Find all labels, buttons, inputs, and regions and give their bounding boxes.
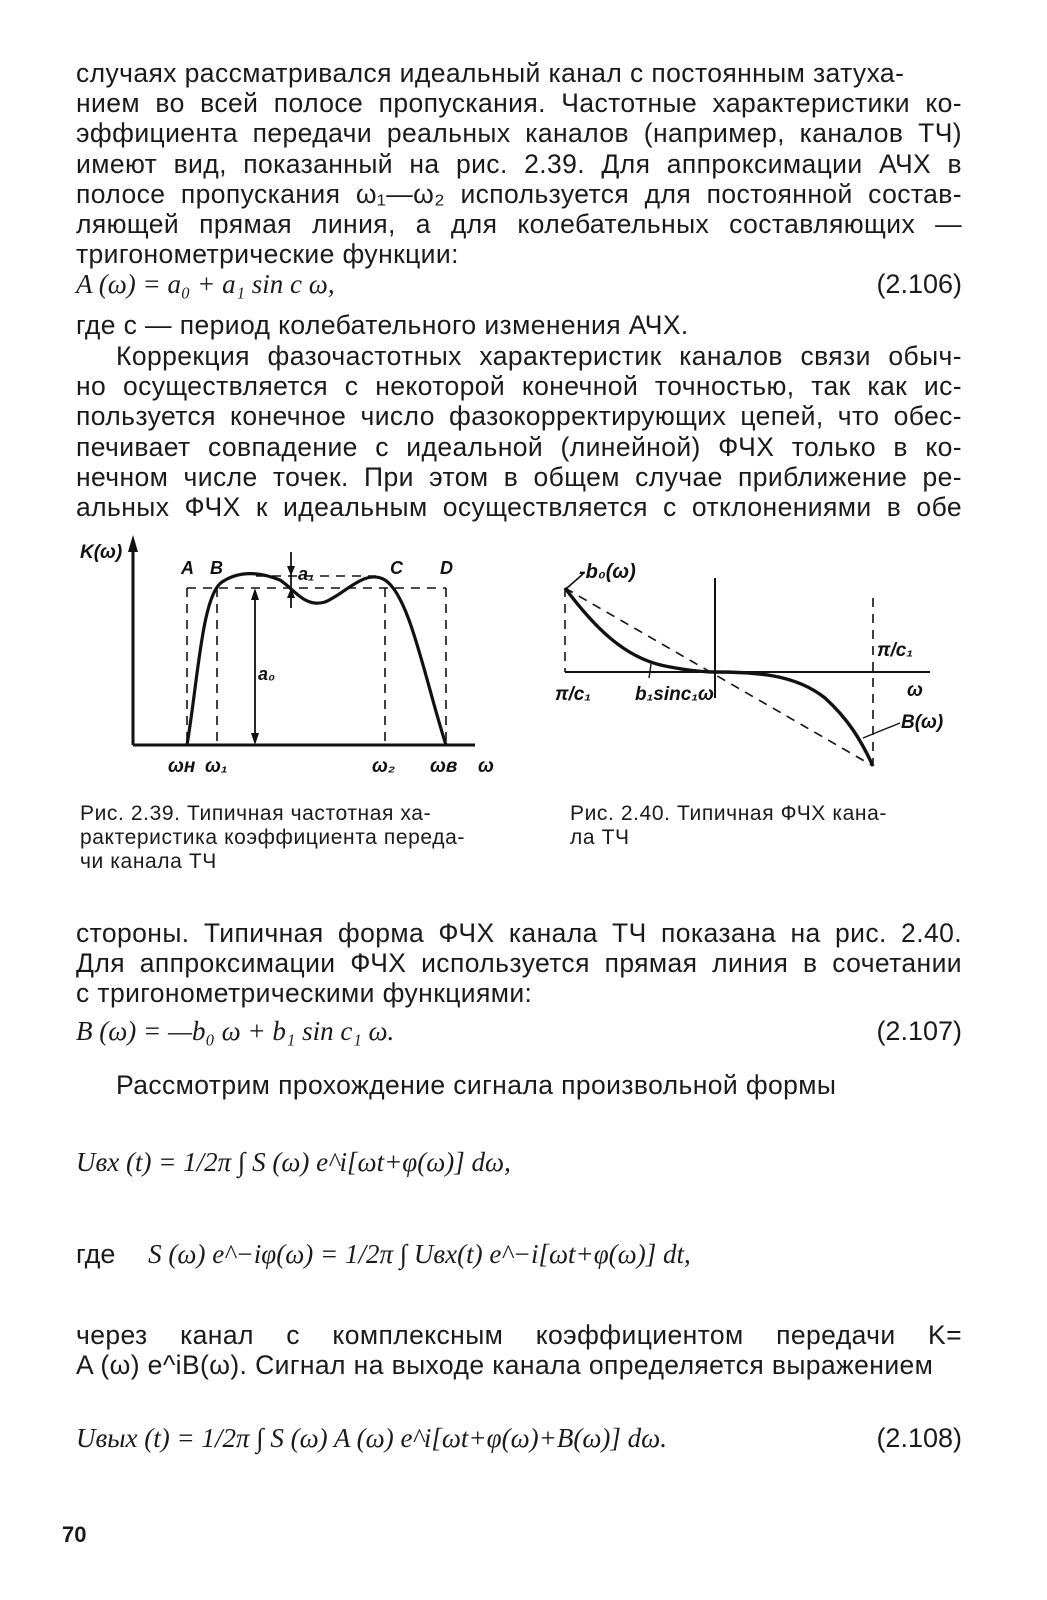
- left-pi-label: π/c₁: [555, 684, 592, 705]
- equation-2-108: [76, 1422, 962, 1454]
- x-label-omega-1: ω₁: [205, 756, 228, 777]
- equation-number: (2.106): [876, 269, 962, 299]
- paragraph-1: [76, 58, 962, 269]
- equation-uvx: [76, 1146, 962, 1178]
- text-line: случаях рассматривался идеальный канал с постоянным затуха-: [76, 58, 905, 88]
- text-line: но осуществляется с некоторой конечной точностью, так как ис-: [76, 371, 962, 402]
- text-line: через канал с комплексным коэффициентом передачи K=: [76, 1320, 962, 1350]
- equation-body: S (ω) e^−iφ(ω) = 1/2π ∫ Uвх(t) e^−i[ωt+φ(ω)] dt,: [148, 1239, 691, 1269]
- text-line: полосе пропускания ω₁—ω₂ используется для постоянной состав-: [76, 178, 962, 209]
- b0-label: -b₀(ω): [579, 561, 636, 583]
- text-line: ляющей прямая линия, а для колебательных составляющих —: [76, 209, 962, 240]
- text-line: нием во всей полосе пропускания. Частотные характеристики ко-: [76, 88, 962, 119]
- caption-line: ла ТЧ: [570, 826, 630, 849]
- text-line: Рассмотрим прохождение сигнала произвольной формы: [116, 1070, 837, 1100]
- b-leader: [863, 723, 900, 738]
- caption-line: рактеристика коэффициента переда-: [80, 826, 465, 849]
- text-line: нечном числе точек. При этом в общем случае приближение ре-: [76, 461, 962, 492]
- text-line: пользуется конечное число фазокорректирующих цепей, что обес-: [76, 401, 962, 432]
- guide-lines: [187, 576, 446, 745]
- text-line: Для аппроксимации ФЧХ используется прямая линия в сочетании: [76, 948, 962, 979]
- x-axis-label: ω: [478, 756, 494, 777]
- paragraph-2: [76, 310, 962, 340]
- point-label-d: D: [440, 558, 453, 578]
- a1-label: a₁: [298, 564, 315, 584]
- caption-2-40: [570, 802, 950, 850]
- text-line: A (ω) e^iB(ω). Сигнал на выходе канала определяется выражением: [76, 1350, 934, 1381]
- paragraph-3: [76, 341, 962, 522]
- omega-label: ω: [907, 680, 923, 701]
- equation-s: [76, 1238, 962, 1270]
- right-pi-label: π/c₁: [877, 640, 914, 661]
- text-line: печивает совпадение с идеальной (линейной) ФЧХ только в ко-: [76, 431, 962, 462]
- b-label: B(ω): [901, 712, 944, 733]
- sin-label: b₁sinc₁ω: [635, 684, 714, 705]
- y-axis-label: K(ω): [80, 542, 123, 563]
- equation-number: (2.107): [876, 1016, 962, 1046]
- text-line: стороны. Типичная форма ФЧХ канала ТЧ показана на рис. 2.40.: [76, 918, 962, 948]
- paragraph-4: [76, 918, 962, 1009]
- text-line: имеют вид, показанный на рис. 2.39. Для аппроксимации АЧХ в: [76, 148, 962, 179]
- a0-label: a₀: [258, 664, 276, 684]
- text-line: эффициента передачи реальных каналов (например, каналов ТЧ): [76, 118, 962, 149]
- guide-lines: [565, 588, 873, 766]
- figure-2-40: [555, 548, 955, 788]
- k-curve: [187, 574, 446, 746]
- equation-body: A (ω) = a₀ + a₁ sin c ω,: [76, 269, 335, 299]
- x-label-omega-n: ωн: [168, 756, 196, 777]
- text-line: тригонометрические функции:: [76, 239, 459, 270]
- equation-number: (2.108): [876, 1423, 962, 1453]
- text-line: с тригонометрическими функциями:: [76, 978, 533, 1009]
- equation-body: B (ω) = —b₀ ω + b₁ sin c₁ ω.: [76, 1016, 395, 1046]
- sin-leader: [649, 664, 651, 678]
- paragraph-6: [76, 1320, 962, 1380]
- y-axis-arrow: [128, 535, 138, 552]
- text-line: альных ФЧХ к идеальным осуществляется с отклонениями в обе: [76, 492, 962, 523]
- caption-line: Рис. 2.39. Типичная частотная ха-: [80, 802, 432, 825]
- x-label-omega-b: ωв: [430, 756, 458, 777]
- figure-2-39: [80, 530, 540, 780]
- caption-line: Рис. 2.40. Типичная ФЧХ кана-: [570, 802, 887, 825]
- caption-2-39: [80, 802, 500, 874]
- x-label-omega-2: ω₂: [372, 756, 396, 777]
- text-line: где c — период колебательного изменения АЧХ.: [76, 310, 689, 340]
- equation-body: Uвх (t) = 1/2π ∫ S (ω) e^i[ωt+φ(ω)] dω,: [76, 1147, 511, 1177]
- equation-2-106: [76, 268, 962, 300]
- page-number: 70: [62, 1522, 87, 1547]
- equation-prefix: где: [76, 1239, 116, 1269]
- point-label-c: C: [390, 558, 403, 578]
- point-label-a: A: [181, 558, 194, 578]
- paragraph-5: [76, 1070, 962, 1100]
- text-line: Коррекция фазочастотных характеристик каналов связи обыч-: [116, 341, 962, 371]
- equation-2-107: [76, 1015, 962, 1047]
- equation-body: Uвых (t) = 1/2π ∫ S (ω) A (ω) e^i[ωt+φ(ω)+B(ω)] dω.: [76, 1423, 667, 1453]
- point-label-b: B: [210, 558, 223, 578]
- caption-line: чи канала ТЧ: [80, 850, 217, 873]
